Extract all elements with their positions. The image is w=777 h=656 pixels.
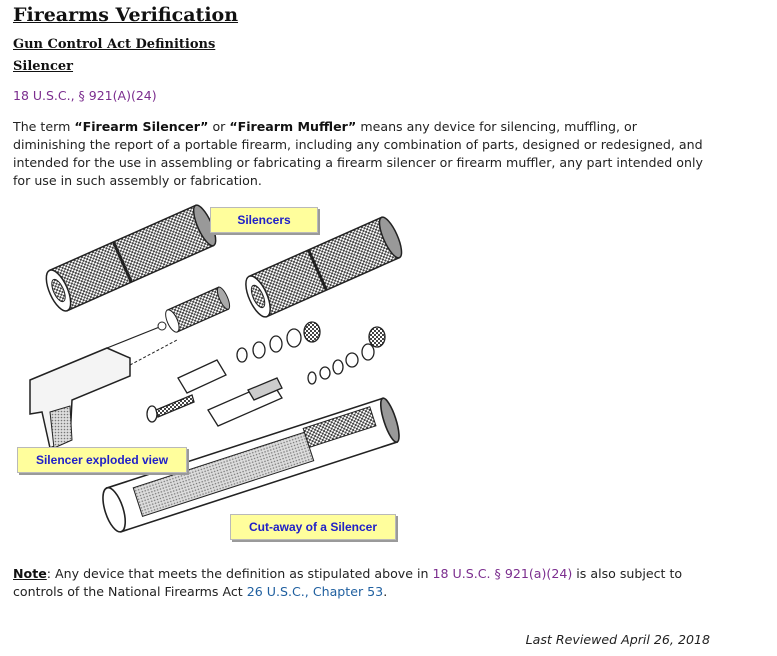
bolt-part: [147, 395, 194, 422]
pistol-drawing: [30, 322, 177, 448]
citation-link[interactable]: 18 U.S.C., § 921(A)(24): [13, 88, 157, 103]
silencer-small-part: [163, 286, 232, 334]
silencer-illustration: [12, 200, 412, 550]
definition-body: means any device for silencing, muffling, or diminishing the report of a portable firearm, including any combination of parts, designed or redesigned, and intended for the use in assembling or fabricating a firearm silencer or firearm muffler, any part intended only for use in such assembly or fabrication.: [13, 119, 703, 188]
definition-intro: The term: [13, 119, 75, 134]
subsection-heading: Silencer: [13, 59, 74, 74]
callout-exploded-view: Silencer exploded view: [17, 447, 187, 473]
tube-parts: [178, 360, 282, 426]
silencer-figure: [12, 200, 412, 550]
page-title: Firearms Verification: [13, 4, 239, 26]
section-heading: Gun Control Act Definitions: [13, 37, 216, 52]
callout-silencers: Silencers: [210, 207, 318, 233]
nfa-chapter-53-link[interactable]: 26 U.S.C., Chapter 53: [246, 584, 384, 599]
baffles-upper: [237, 322, 320, 362]
note-text-1: : Any device that meets the definition as stipulated above in: [46, 566, 433, 581]
term-firearm-silencer: “Firearm Silencer”: [74, 119, 209, 134]
usc-921-link[interactable]: 18 U.S.C. § 921(a)(24): [432, 566, 573, 581]
note-label: Note: [13, 566, 47, 581]
last-reviewed: Last Reviewed April 26, 2018: [525, 632, 710, 647]
silencer-left: [41, 202, 220, 314]
term-firearm-muffler: “Firearm Muffler”: [229, 119, 357, 134]
note-paragraph: [13, 565, 733, 601]
note-text-3: .: [383, 584, 388, 599]
note-text-2: is also subject to controls of the National Firearms Act: [13, 566, 683, 599]
callout-cutaway: Cut-away of a Silencer: [230, 514, 396, 540]
definition-paragraph: [13, 118, 713, 190]
definition-or: or: [208, 119, 230, 134]
